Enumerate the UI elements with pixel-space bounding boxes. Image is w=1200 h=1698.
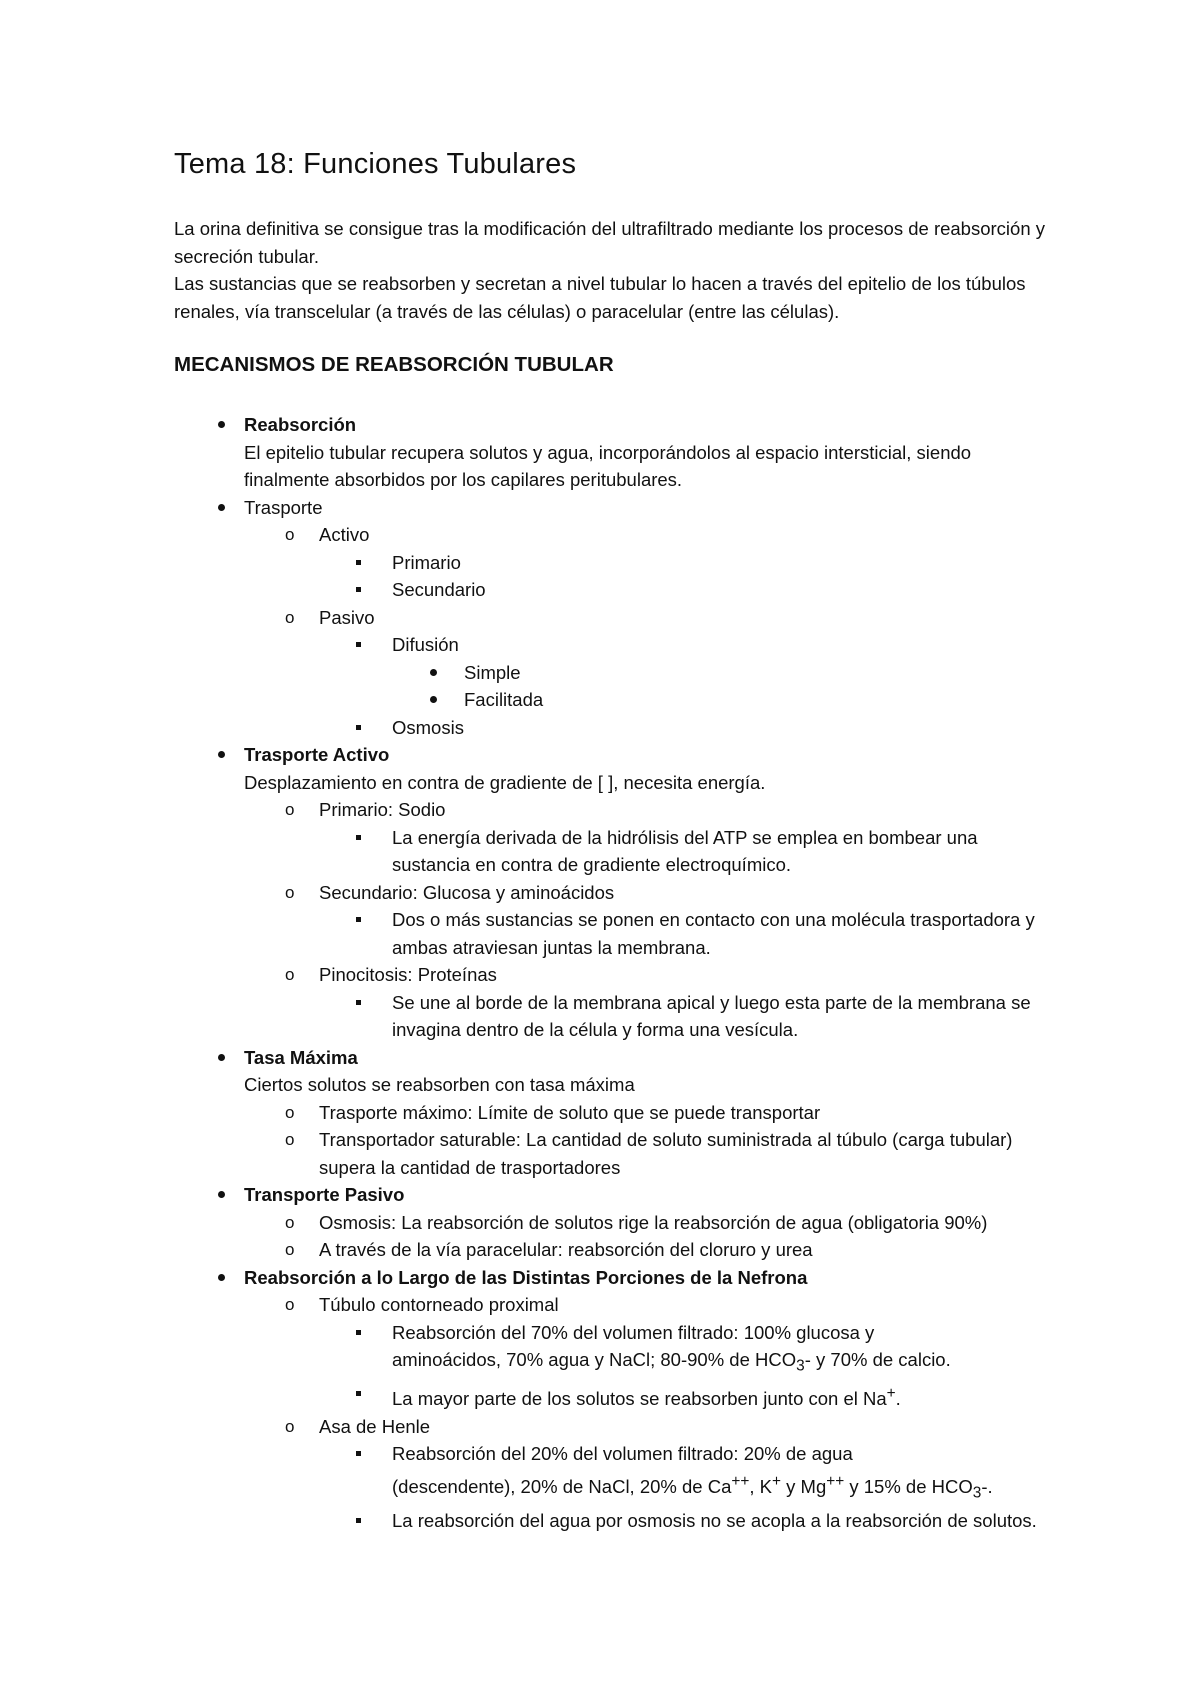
text-segment: . (895, 1388, 901, 1410)
list-item-trasporte-activo (174, 741, 1050, 796)
bullet-icon (218, 1181, 225, 1209)
square-bullet-icon (356, 631, 361, 659)
text-segment: (descendente), 20% de NaCl, 20% de Ca (392, 1476, 732, 1497)
text-segment: y 15% de HCO (844, 1476, 973, 1497)
item-description: El epitelio tubular recupera solutos y agua, incorporándolos al espacio intersticial, siendo finalmente absorbidos por los capilares peritubulares. (244, 441, 972, 490)
item-label: Secundario: Glucosa y aminoácidos (319, 881, 615, 903)
item-title: Reabsorción a lo Largo de las Distintas Porciones de la Nefrona (244, 1266, 808, 1288)
bullet-icon (430, 686, 437, 714)
circle-bullet-icon: o (285, 525, 295, 544)
item-label: Primario (392, 551, 461, 573)
circle-bullet-icon: o (285, 1130, 295, 1149)
page-title: Tema 18: Funciones Tubulares (174, 148, 577, 180)
list-item-ta-pinocitosis (174, 961, 1050, 989)
superscript: + (772, 1472, 781, 1490)
square-bullet-icon (356, 549, 361, 577)
intro-paragraph-1: La orina definitiva se consigue tras la modificación del ultrafiltrado mediante los procesos de reabsorción y secreción tubular. (174, 218, 1045, 267)
item-label: Dos o más sustancias se ponen en contacto con una molécula trasportadora y ambas atraviesan juntas la membrana. (392, 909, 1035, 958)
item-label-line-1: Reabsorción del 70% del volumen filtrado: 100% glucosa y (392, 1321, 875, 1343)
circle-bullet-icon: o (285, 1102, 295, 1122)
item-label: Túbulo contorneado proximal (319, 1294, 559, 1315)
intro-paragraph-2: Las sustancias que se reabsorben y secretan a nivel tubular lo hacen a través del epitelio de los túbulos renales, vía transcelular (a través de las células) o paracelular (entre las células). (174, 273, 1026, 322)
item-description: Ciertos solutos se reabsorben con tasa máxima (244, 1074, 635, 1095)
mechanisms-list (174, 411, 1050, 1535)
item-label: Asa de Henle (319, 1415, 431, 1437)
square-bullet-icon (356, 824, 361, 852)
item-label: Simple (464, 661, 521, 683)
list-item-osmosis (174, 714, 1050, 742)
superscript: ++ (731, 1472, 750, 1490)
item-label: A través de la vía paracelular: reabsorción del cloruro y urea (319, 1239, 813, 1260)
list-item-tm-1 (174, 1099, 1050, 1127)
bullet-icon (218, 1044, 225, 1072)
circle-bullet-icon: o (285, 1416, 295, 1436)
superscript: + (886, 1385, 896, 1403)
list-item-ta-pinocitosis-desc (174, 989, 1050, 1044)
list-item-reabsorcion (174, 411, 1050, 494)
square-bullet-icon (356, 906, 361, 934)
square-bullet-icon (356, 1380, 361, 1408)
item-label: Secundario (392, 579, 486, 600)
item-title: Trasporte Activo (244, 744, 390, 765)
item-label: Pinocitosis: Proteínas (319, 964, 497, 985)
circle-bullet-icon: o (285, 882, 295, 902)
list-item-tcp (174, 1291, 1050, 1319)
list-item-ta-secundario-desc (174, 906, 1050, 961)
list-item-trasporte (174, 494, 1050, 522)
list-item-tcp-1 (174, 1319, 1050, 1381)
circle-bullet-icon: o (285, 1212, 295, 1232)
item-label: Facilitada (464, 689, 544, 710)
text-segment: aminoácidos, 70% agua y NaCl; 80-90% de HCO (392, 1349, 797, 1370)
square-bullet-icon (356, 1507, 361, 1535)
text-segment: - y 70% de calcio. (804, 1349, 951, 1370)
list-item-henle-1 (174, 1440, 1050, 1507)
list-item-tp-1 (174, 1209, 1050, 1237)
item-label-line-1: Reabsorción del 20% del volumen filtrado: 20% de agua (392, 1443, 853, 1465)
item-label: Trasporte (244, 496, 323, 518)
bullet-icon (218, 411, 225, 439)
list-item-transporte-pasivo (174, 1181, 1050, 1209)
item-title: Tasa Máxima (244, 1046, 358, 1068)
list-item-difusion (174, 631, 1050, 659)
item-label: La energía derivada de la hidrólisis del ATP se emplea en bombear una sustancia en contra de gradiente electroquímico. (392, 826, 978, 875)
item-label: Transportador saturable: La cantidad de soluto suministrada al túbulo (carga tubular) supera la cantidad de trasportadores (319, 1129, 1013, 1178)
item-label-line-2 (392, 1472, 993, 1502)
list-item-tp-2 (174, 1236, 1050, 1264)
subscript: 3 (972, 1484, 982, 1502)
list-item-ta-secundario (174, 879, 1050, 907)
list-item-henle-2 (174, 1507, 1050, 1535)
item-label: Pasivo (319, 606, 375, 628)
superscript: ++ (826, 1472, 845, 1490)
item-title: Transporte Pasivo (244, 1184, 405, 1205)
item-label: La reabsorción del agua por osmosis no se acopla a la reabsorción de solutos. (392, 1510, 1037, 1532)
bullet-icon (430, 659, 437, 687)
text-segment: , K (749, 1476, 772, 1497)
bullet-icon (218, 494, 225, 522)
list-item-tcp-2 (174, 1380, 1050, 1413)
item-label: Primario: Sodio (319, 799, 446, 820)
text-segment: La mayor parte de los solutos se reabsorben junto con el Na (392, 1388, 887, 1410)
item-label: Se une al borde de la membrana apical y luego esta parte de la membrana se invagina dentro de la célula y forma una vesícula. (392, 991, 1031, 1040)
list-item-activo (174, 521, 1050, 549)
text-segment: y Mg (781, 1476, 827, 1497)
list-item-pasivo (174, 604, 1050, 632)
list-item-tm-2 (174, 1126, 1050, 1181)
item-label: Difusión (392, 634, 459, 655)
item-label-line-2 (392, 1349, 951, 1375)
circle-bullet-icon: o (285, 800, 295, 819)
circle-bullet-icon: o (285, 1295, 295, 1314)
item-label: Osmosis (392, 716, 464, 738)
circle-bullet-icon: o (285, 965, 295, 984)
list-item-simple (174, 659, 1050, 687)
section-heading: MECANISMOS DE REABSORCIÓN TUBULAR (174, 353, 614, 376)
list-item-ta-primario (174, 796, 1050, 824)
item-title: Reabsorción (244, 414, 357, 435)
square-bullet-icon (356, 989, 361, 1017)
list-item-secundario (174, 576, 1050, 604)
item-label: Activo (319, 524, 370, 545)
square-bullet-icon (356, 714, 361, 742)
circle-bullet-icon: o (285, 1240, 295, 1259)
text-segment: -. (981, 1476, 993, 1497)
list-item-primario (174, 549, 1050, 577)
bullet-icon (218, 741, 225, 769)
circle-bullet-icon: o (285, 607, 295, 627)
list-item-facilitada (174, 686, 1050, 714)
item-label: Osmosis: La reabsorción de solutos rige la reabsorción de agua (obligatoria 90%) (319, 1211, 988, 1233)
list-item-reabsorcion-nefrona (174, 1264, 1050, 1292)
list-item-tasa-maxima (174, 1044, 1050, 1099)
square-bullet-icon (356, 1319, 361, 1347)
square-bullet-icon (356, 1440, 361, 1468)
item-label: Trasporte máximo: Límite de soluto que se puede transportar (319, 1101, 821, 1123)
list-item-henle (174, 1413, 1050, 1441)
subscript: 3 (796, 1357, 805, 1375)
square-bullet-icon (356, 576, 361, 604)
bullet-icon (218, 1264, 225, 1292)
item-description: Desplazamiento en contra de gradiente de [ ], necesita energía. (244, 771, 766, 793)
list-item-ta-primario-desc (174, 824, 1050, 879)
